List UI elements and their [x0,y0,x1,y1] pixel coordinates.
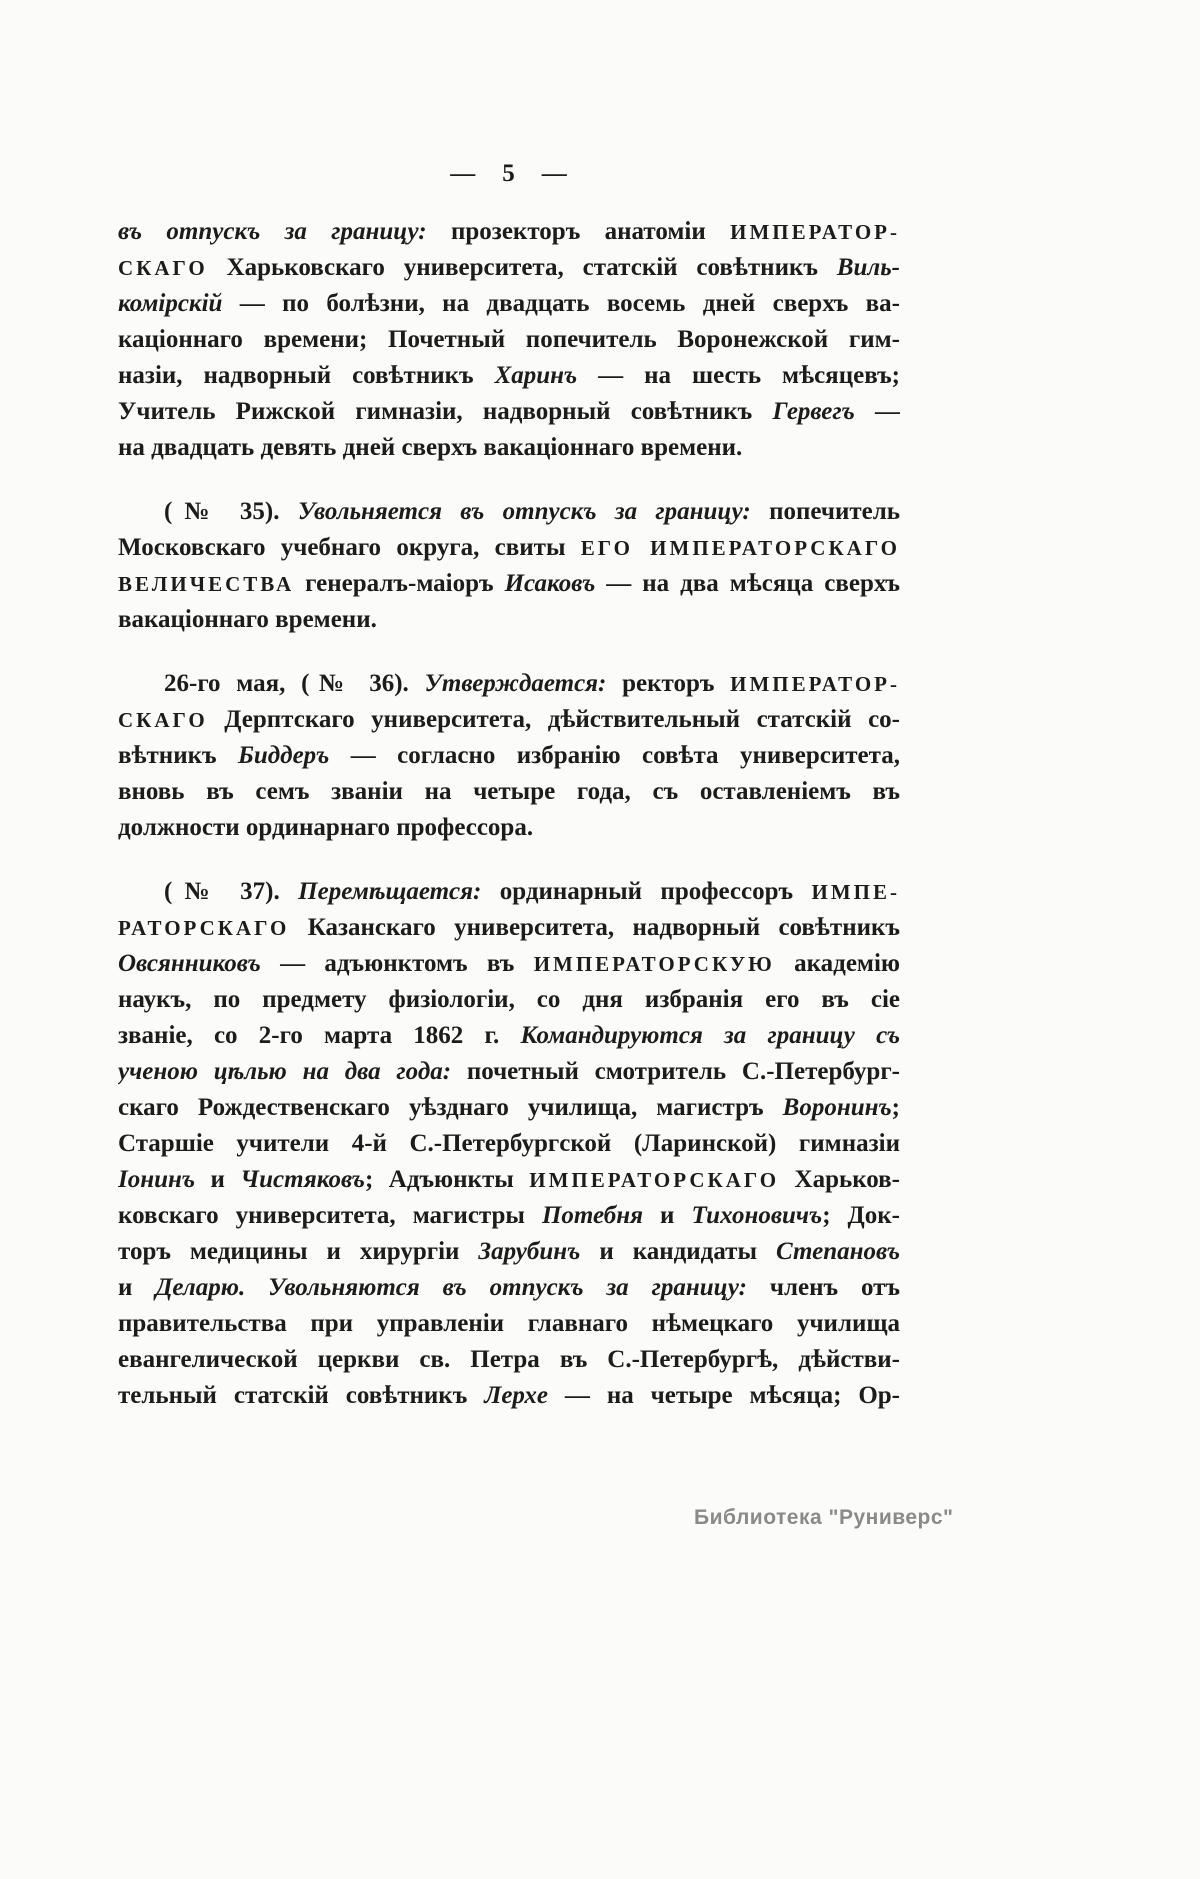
text-line [118,322,900,358]
text-run: членъ отъ [769,1274,900,1301]
text-line [118,1162,900,1198]
spaced-caps-run: ИМПЕ- [811,880,900,904]
text-line [118,1234,900,1270]
paragraph [118,214,900,466]
text-line [118,214,900,250]
italic-run: Виль- [836,254,900,281]
text-run: вѣтникъ [118,742,238,769]
text-run: вакаціоннаго времени. [118,606,377,633]
text-run: торъ медицины и хирургіи [118,1238,479,1265]
text-run: Казанскаго университета, надворный совѣтникъ [289,914,900,941]
text-line [118,774,900,810]
text-line [118,666,900,702]
italic-run: Степановъ [775,1238,900,1265]
text-run: и [195,1166,241,1193]
text-line [118,430,900,466]
spaced-caps-run: ИМПЕРАТОРСКУЮ [533,952,775,976]
text-run: скаго Рождественскаго уѣзднаго училища, магистръ [118,1094,783,1121]
text-run: наукъ, по предмету физіологіи, со дня избранія его въ сіе [118,986,900,1013]
italic-run: Овсянниковъ [118,950,261,977]
text-run: каціоннаго времени; Почетный попечитель Воронежской гим- [118,326,900,353]
text-run: Дерптскаго университета, дѣйствительный статскій со- [207,706,900,733]
italic-run: Увольняются въ отпускъ за границу: [268,1274,770,1301]
text-run: ординарный профессоръ [499,878,812,905]
italic-run: Деларю. [155,1274,269,1301]
spaced-caps-run: ИМПЕРАТОР- [730,220,900,244]
text-run: ректоръ [622,670,731,697]
text-line [118,1270,900,1306]
text-run: и [643,1202,692,1229]
text-line [118,358,900,394]
text-run: ; [891,1094,900,1121]
italic-run: въ отпускъ за границу: [118,218,451,245]
text-run: и [118,1274,156,1301]
text-line [118,1090,900,1126]
text-run: и кандидаты [580,1238,776,1265]
text-line [118,1018,900,1054]
italic-run: Потебня [541,1202,644,1229]
italic-run: Тихоновичъ [691,1202,823,1229]
text-line [118,1054,900,1090]
spaced-caps-run: СКАГО [118,256,208,280]
text-run: Харьков- [779,1166,900,1193]
text-run: ; Адъюнкты [364,1166,530,1193]
text-line [118,1126,900,1162]
text-line [118,810,900,846]
text-line [118,566,900,602]
italic-run: Утверждается: [424,670,623,697]
text-run: (№ 37). [164,878,299,905]
spaced-caps-run: РАТОРСКАГО [118,916,290,940]
text-run: генералъ-маіоръ [294,570,505,597]
text-run: — [854,398,900,425]
italic-run: комірскій [118,290,223,317]
paragraph [118,666,900,846]
text-line [118,530,900,566]
italic-run: Увольняется въ отпускъ за границу: [297,498,770,525]
text-run: правительства при управленіи главнаго нѣмецкаго училища [118,1310,900,1337]
spaced-caps-run: ИМПЕРАТОР- [730,672,900,696]
italic-run: Биддеръ [237,742,330,769]
watermark-text: Библиотека "Руниверс" [694,1506,954,1529]
text-run: тельный статскій совѣтникъ [118,1382,485,1409]
italic-run: Харинъ [494,362,578,389]
text-run: (№ 35). [164,498,298,525]
text-run: — адъюнктомъ въ [260,950,534,977]
text-run: — на четыре мѣсяца; Ор- [548,1382,900,1409]
text-line [118,946,900,982]
text-line [118,1378,900,1414]
text-line [118,250,900,286]
italic-run: ученою цѣлью на два года: [118,1058,467,1085]
italic-run: Исаковъ [504,570,596,597]
italic-run: Перемѣщается: [298,878,500,905]
text-line [118,494,900,530]
page-header [118,160,900,188]
italic-run: Командируются за границу съ [520,1022,900,1049]
header-left-dash: — [450,160,477,187]
italic-run: Іонинъ [118,1166,196,1193]
italic-run: Воронинъ [782,1094,892,1121]
page-number: 5 [502,160,516,187]
spaced-caps-run: ИМПЕРАТОРСКАГО [529,1168,780,1192]
text-line [118,874,900,910]
text-line [118,1306,900,1342]
text-line [118,982,900,1018]
text-line [118,286,900,322]
text-run: ; Док- [822,1202,900,1229]
text-line [118,602,900,638]
text-run: — на два мѣсяца сверхъ [595,570,900,597]
spaced-caps-run: ВЕЛИЧЕСТВА [118,572,295,596]
text-run: ковскаго университета, магистры [118,1202,542,1229]
paragraph [118,494,900,638]
text-line [118,738,900,774]
text-run: 26-го мая, (№ 36). [164,670,425,697]
text-run: — согласно избранію совѣта университета, [329,742,900,769]
italic-run: Лерхе [484,1382,549,1409]
text-run: евангелической церкви св. Петра въ С.-Петербургѣ, дѣйстви- [118,1346,900,1373]
text-line [118,702,900,738]
text-run: назіи, надворный совѣтникъ [118,362,495,389]
text-run: вновь въ семъ званіи на четыре года, съ оставленіемъ въ [118,778,900,805]
text-line [118,394,900,430]
text-block [118,214,900,1414]
text-run: — на шесть мѣсяцевъ; [577,362,900,389]
text-run: академію [774,950,900,977]
spaced-caps-run: ЕГО ИМПЕРАТОРСКАГО [580,536,900,560]
spaced-caps-run: СКАГО [118,708,208,732]
text-run: попечитель [769,498,900,525]
paragraph [118,874,900,1414]
text-run: Учитель Рижской гимназіи, надворный совѣтникъ [118,398,773,425]
text-run: — по болѣзни, на двадцать восемь дней сверхъ ва- [222,290,900,317]
text-line [118,1342,900,1378]
text-run: почетный смотритель С.-Петербург- [466,1058,900,1085]
italic-run: Зарубинъ [478,1238,581,1265]
text-run: Московскаго учебнаго округа, свиты [118,534,581,561]
text-line [118,910,900,946]
text-run: прозекторъ анатоміи [450,218,731,245]
text-run: Харьковскаго университета, статскій совѣтникъ [207,254,837,281]
text-run: Старшіе учители 4-й С.-Петербургской (Ларинской) гимназіи [118,1130,900,1157]
text-line [118,1198,900,1234]
header-right-dash: — [541,160,568,187]
text-run: должности ординарнаго профессора. [118,814,534,841]
text-run: на двадцать девять дней сверхъ вакаціоннаго времени. [118,434,743,461]
italic-run: Чистяковъ [240,1166,365,1193]
italic-run: Гервегъ [772,398,855,425]
text-run: званіе, со 2-го марта 1862 г. [118,1022,521,1049]
